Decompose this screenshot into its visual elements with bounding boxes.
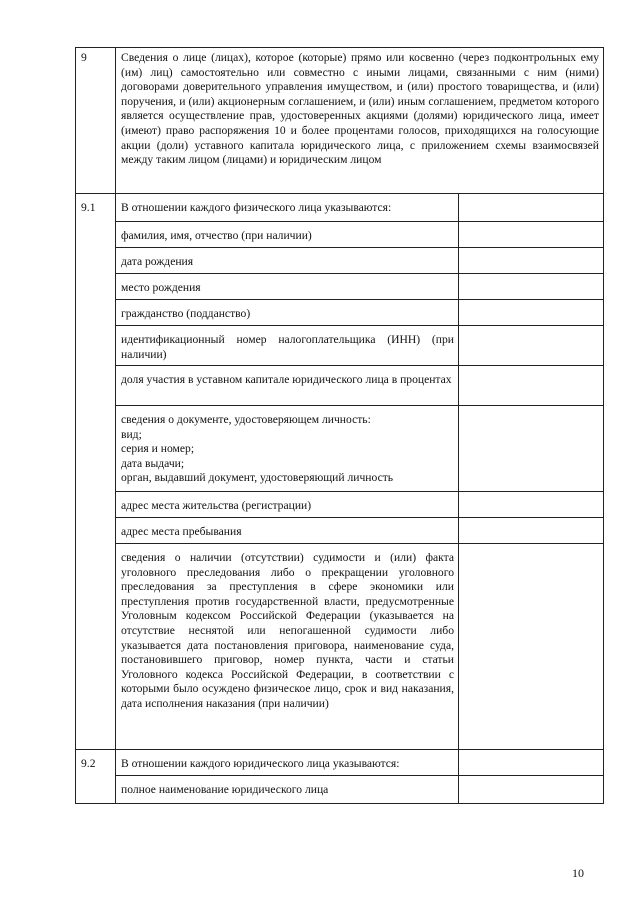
value-cell-stay-address[interactable] [459, 518, 604, 544]
value-cell-residence-address[interactable] [459, 492, 604, 518]
section-9-2-number: 9.2 [76, 750, 116, 804]
value-cell-9-1-heading[interactable] [459, 194, 604, 222]
value-cell-9-2-heading[interactable] [459, 750, 604, 776]
value-cell-criminal-record[interactable] [459, 544, 604, 750]
table-row [76, 544, 604, 750]
table-row [76, 248, 604, 274]
section-9-2-heading-row [76, 750, 604, 776]
table-row [76, 274, 604, 300]
field-label-birth-place: место рождения [116, 274, 459, 300]
value-cell-share[interactable] [459, 366, 604, 406]
section-9-row [76, 48, 604, 194]
field-label-legal-entity-name: полное наименование юридического лица [116, 776, 459, 804]
section-9-1-number: 9.1 [76, 194, 116, 750]
table-row [76, 300, 604, 326]
value-cell-inn[interactable] [459, 326, 604, 366]
table-row [76, 366, 604, 406]
value-cell-id-document[interactable] [459, 406, 604, 492]
field-label-residence-address: адрес места жительства (регистрации) [116, 492, 459, 518]
page-number: 10 [572, 866, 584, 880]
value-cell-birth-place[interactable] [459, 274, 604, 300]
field-label-full-name: фамилия, имя, отчество (при наличии) [116, 222, 459, 248]
field-label-id-document: сведения о документе, удостоверяющем личность: вид; серия и номер; дата выдачи; орган, выдавший документ, удостоверяющий личность [116, 406, 459, 492]
table-row [76, 492, 604, 518]
section-9-text: Сведения о лице (лицах), которое (которые) прямо или косвенно (через подконтрольных ему (им) лиц) самостоятельно или совместно с иными лицами, связанными с ним (ними) договорами доверительного управления имуществом, и (или) простого товарищества, и (или) поручения, и (или) акционерным соглашением, и (или) иным соглашением, предметом которого является осуществление прав, удостоверенных акциями (долями) юридического лица, имеет (имеют) право распоряжения 10 и более процентами голосов, приходящихся на голосующие акции (доли) уставного капитала юридического лица, с приложением схемы взаимосвязей между таким лицом (лицами) и юридическим лицом [116, 48, 604, 194]
field-label-share: доля участия в уставном капитале юридического лица в процентах [116, 366, 459, 406]
section-9-number: 9 [76, 48, 116, 194]
field-label-inn: идентификационный номер налогоплательщика (ИНН) (при наличии) [116, 326, 459, 366]
table-row [76, 518, 604, 544]
value-cell-legal-entity-name[interactable] [459, 776, 604, 804]
form-table [75, 47, 604, 804]
field-label-criminal-record: сведения о наличии (отсутствии) судимости и (или) факта уголовного преследования либо о прекращении уголовного преследования за преступления в сфере экономики или преступления против государственной власти, предусмотренные Уголовным кодексом Российской Федерации (указывается на отсутствие неснятой или непогашенной судимости либо указывается дата постановления приговора, наименование суда, постановившего приговор, номер пункта, части и статьи Уголовного кодекса Российской Федерации, в соответствии с которыми было осуждено физическое лицо, срок и вид наказания, дата исполнения наказания (при наличии) [116, 544, 459, 750]
table-row [76, 326, 604, 366]
section-9-1-heading-row [76, 194, 604, 222]
field-label-citizenship: гражданство (подданство) [116, 300, 459, 326]
table-row [76, 406, 604, 492]
value-cell-full-name[interactable] [459, 222, 604, 248]
field-label-stay-address: адрес места пребывания [116, 518, 459, 544]
value-cell-citizenship[interactable] [459, 300, 604, 326]
table-row [76, 776, 604, 804]
field-label-birth-date: дата рождения [116, 248, 459, 274]
table-row [76, 222, 604, 248]
value-cell-birth-date[interactable] [459, 248, 604, 274]
section-9-2-heading: В отношении каждого юридического лица указываются: [116, 750, 459, 776]
section-9-1-heading: В отношении каждого физического лица указываются: [116, 194, 459, 222]
